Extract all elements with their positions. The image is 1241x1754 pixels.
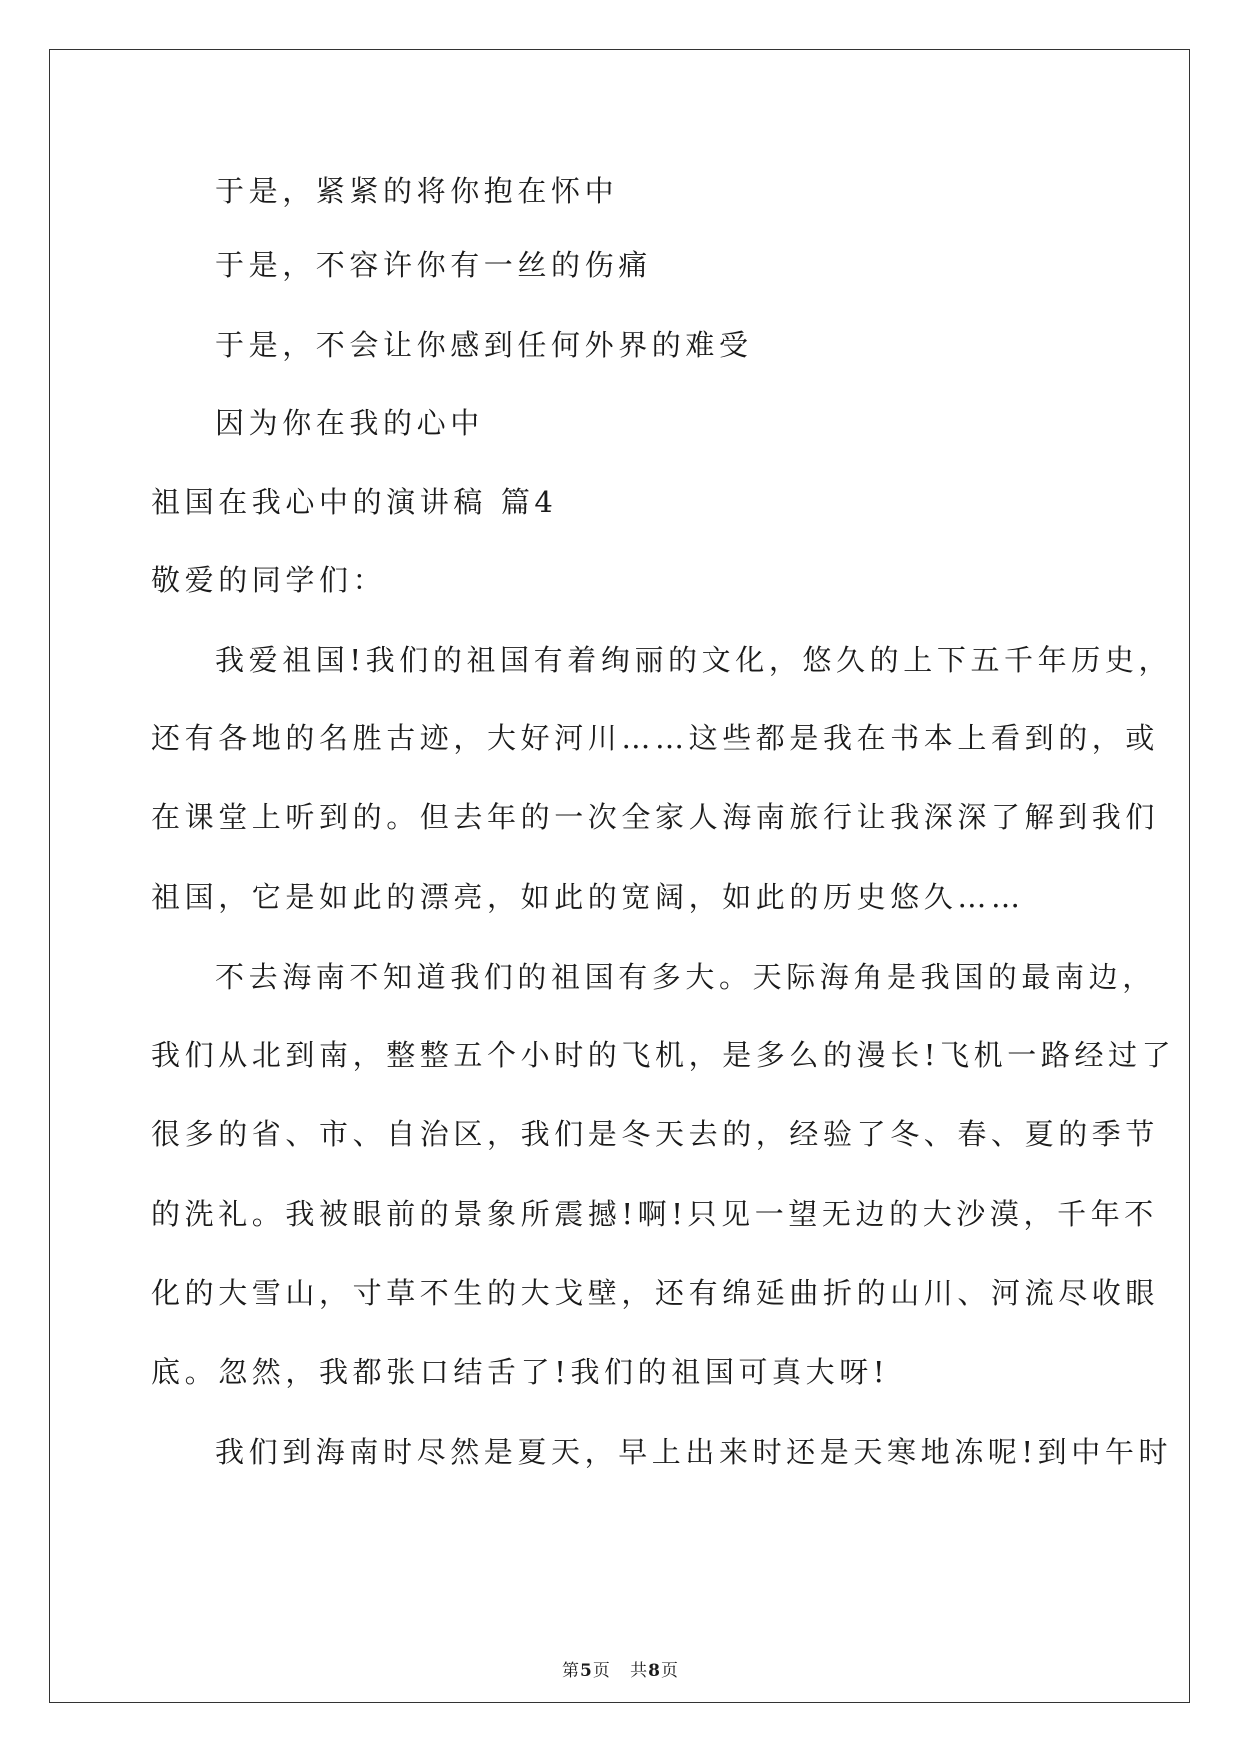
- section-heading: 祖国在我心中的演讲稿 篇4: [151, 485, 558, 519]
- footer-current-page: 5: [580, 1661, 593, 1681]
- footer-middle: 页 共: [592, 1661, 649, 1681]
- text-line: 不去海南不知道我们的祖国有多大。天际海角是我国的最南边，: [215, 960, 1156, 994]
- text-line: 的洗礼。我被眼前的景象所震撼!啊!只见一望无边的大沙漠，千年不: [151, 1197, 1158, 1231]
- text-line: 还有各地的名胜古迹，大好河川……这些都是我在书本上看到的，或: [151, 721, 1160, 755]
- footer-prefix: 第: [562, 1661, 581, 1681]
- footer-total-pages: 8: [648, 1661, 661, 1681]
- text-line: 在课堂上听到的。但去年的一次全家人海南旅行让我深深了解到我们: [151, 800, 1160, 834]
- text-line: 因为你在我的心中: [215, 406, 484, 440]
- text-line: 祖国，它是如此的漂亮，如此的宽阔，如此的历史悠久……: [151, 880, 1025, 914]
- text-line: 化的大雪山，寸草不生的大戈壁，还有绵延曲折的山川、河流尽收眼: [151, 1276, 1160, 1310]
- footer-suffix: 页: [660, 1661, 679, 1681]
- text-line: 我爱祖国!我们的祖国有着绚丽的文化，悠久的上下五千年历史，: [215, 643, 1173, 677]
- text-line: 于是，不会让你感到任何外界的难受: [215, 328, 753, 362]
- text-line: 我们到海南时尽然是夏天，早上出来时还是天寒地冻呢!到中午时: [215, 1435, 1173, 1469]
- text-line: 我们从北到南，整整五个小时的飞机，是多么的漫长!飞机一路经过了: [151, 1038, 1176, 1072]
- text-line: 很多的省、市、自治区，我们是冬天去的，经验了冬、春、夏的季节: [151, 1117, 1160, 1151]
- salutation: 敬爱的同学们：: [151, 563, 387, 597]
- text-line: 底。忽然，我都张口结舌了!我们的祖国可真大呀!: [151, 1355, 890, 1389]
- page-footer: [0, 1656, 1241, 1681]
- text-line: 于是，紧紧的将你抱在怀中: [215, 174, 619, 208]
- text-line: 于是，不容许你有一丝的伤痛: [215, 248, 652, 282]
